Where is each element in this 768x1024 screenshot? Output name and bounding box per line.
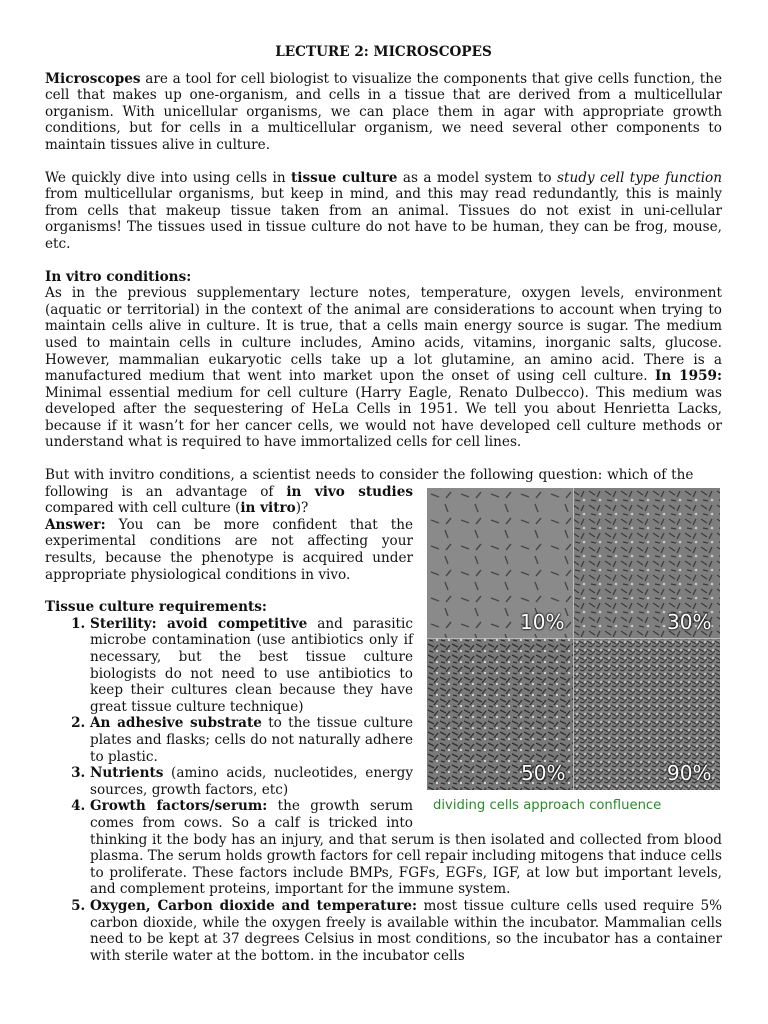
list-item: 3. Nutrients (amino acids, nucleotides, energy sources, growth factors, etc) [90,765,722,798]
tissue-culture-term: tissue culture [291,169,398,186]
confluence-figure [425,488,722,815]
tissue-culture-paragraph: We quickly dive into using cells in tissue culture as a model system to study cell type function from multicellular organisms, but keep in mind, and this may read redundantly, this is mainly from cells that makeup tissue taken from an animal. Tissues do not exist in uni-cellular organisms! The tissues used in tissue culture do not have to be human, they can be frog, mouse, etc. [45,169,722,252]
in-vitro-term: in vitro [240,500,296,517]
study-cell-type-emphasis: study cell type function [557,169,722,186]
confluence-label-50: 50% [521,760,566,785]
cell-micrograph-grid [427,488,720,790]
requirements-heading: Tissue culture requirements: [45,599,267,616]
question-paragraph: following is an advantage of in vivo studies compared with cell culture (in vitro)? Answer: You can be more confident that the experimental conditions are not affecting your results, because the phenotype is acquired under appropriate physiological conditions in vivo. [45,483,413,583]
micrograph-image [427,488,720,790]
list-item: 2. An adhesive substrate to the tissue culture plates and flasks; cells do not naturally adhere to plastic. [90,715,722,765]
confluence-label-10: 10% [520,609,565,634]
figure-caption: dividing cells approach confluence [433,797,662,813]
list-item: 1. Sterility: avoid competitive and parasitic microbe contamination (use antibiotics only if necessary, but the best tissue culture biologists do not need to use antibiotics to keep their cultures clean because they have great tissue culture technique) [90,616,722,716]
question-intro-line: But with invitro conditions, a scientist needs to consider the following question: which of the [45,467,694,484]
list-item: 5. Oxygen, Carbon dioxide and temperature: most tissue culture cells used require 5% carbon dioxide, while the oxygen freely is available within the incubator. Mammalian cells need to be kept at 37 degrees Celsius in most conditions, so the incubator has a container with sterile water at the bottom. in the incubator cells [90,898,722,964]
answer-label: Answer: [45,516,106,533]
document-page [45,44,722,964]
in-vivo-term: in vivo studies [286,483,413,500]
in-vitro-paragraph: As in the previous supplementary lecture notes, temperature, oxygen levels, environment (aquatic or territorial) in the context of the animal are considerations to account when trying to maintain cells alive in culture. It is true, that a cells main energy source is sugar. The medium used to maintain cells in culture includes, Amino acids, vitamins, inorganic salts, glucose. However, mammalian eukaryotic cells take up a lot glutamine, an amino acid. There is a manufactured medium that went into market upon the onset of using cell culture. In 1959: Minimal essential medium for cell culture (Harry Eagle, Renato Dulbecco). This medium was developed after the sequestering of HeLa Cells in 1951. We tell you about Henrietta Lacks, because if it wasn’t for her cancer cells, we would not have developed cell culture methods or understand what is required to have immortalized cells for cell lines. [45,285,723,451]
intro-paragraph: Microscopes are a tool for cell biologist to visualize the components that give cells function, the cell that makes up one-organism, and cells in a tissue that are derived from a multicellular organism. With unicellular organisms, we can place them in agar with appropriate growth conditions, but for cells in a multicellular organism, we need several other components to maintain tissues alive in culture. [45,70,722,153]
confluence-label-30: 30% [667,609,712,634]
year-1959: In 1959: [655,368,723,385]
microscopes-term: Microscopes [45,70,141,87]
confluence-label-90: 90% [667,760,712,785]
page-title: LECTURE 2: MICROSCOPES [275,44,492,60]
list-item: 4. Growth factors/serum: the growth serum comes from cows. So a calf is tricked into thinking it the body has an injury, and that serum is then isolated and collected from blood plasma. The serum holds growth factors for cell repair including mitogens that induce cells to proliferate. These factors include BMPs, FGFs, EGFs, IGF, at low but important levels, and complement proteins, important for the immune system. [90,798,722,898]
in-vitro-heading: In vitro conditions: [45,268,192,285]
